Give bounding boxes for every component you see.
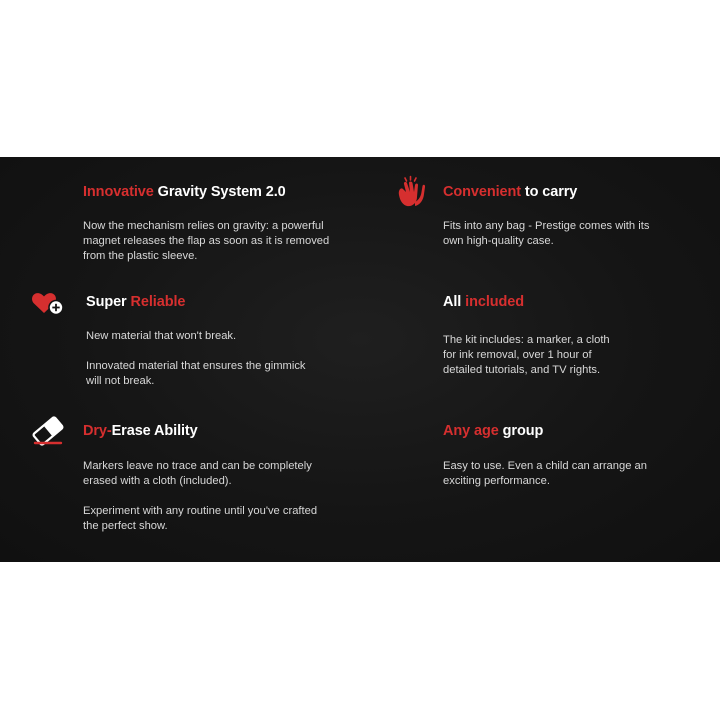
clapping-hands-icon <box>393 175 429 211</box>
feature-desc-reliable <box>86 329 306 389</box>
desc-line: Experiment with any routine until you've crafted <box>83 505 318 517</box>
desc-paragraph <box>86 359 306 389</box>
desc-line: erased with a cloth (included). <box>83 475 232 487</box>
feature-title-dry-erase <box>83 423 198 439</box>
desc-line: The kit includes: a marker, a cloth <box>443 334 610 346</box>
title-accent: included <box>465 294 524 310</box>
desc-line: own high-quality case. <box>443 235 554 247</box>
desc-line: Markers leave no trace and can be completely <box>83 460 312 472</box>
feature-title-reliable <box>86 294 185 310</box>
desc-paragraph <box>83 459 317 489</box>
desc-line: will not break. <box>86 375 155 387</box>
desc-line: Fits into any bag - Prestige comes with its <box>443 220 650 232</box>
desc-line: from the plastic sleeve. <box>83 250 198 262</box>
feature-desc-gravity <box>83 219 329 264</box>
feature-desc-included <box>443 333 610 378</box>
title-accent: Innovative <box>83 184 154 200</box>
title-main: Erase Ability <box>111 423 198 439</box>
desc-line: for ink removal, over 1 hour of <box>443 349 592 361</box>
desc-line: exciting performance. <box>443 475 550 487</box>
title-main: Super <box>86 294 131 310</box>
feature-title-gravity <box>83 184 286 200</box>
desc-line: Innovated material that ensures the gimmick <box>86 360 306 372</box>
title-main: All <box>443 294 466 310</box>
features-panel <box>0 157 720 562</box>
title-accent: Reliable <box>130 294 186 310</box>
feature-title-age <box>443 423 543 439</box>
title-accent: Convenient <box>443 184 521 200</box>
feature-desc-age <box>443 459 647 489</box>
title-accent: Dry- <box>83 423 112 439</box>
feature-title-carry <box>443 184 577 200</box>
desc-line: Easy to use. Even a child can arrange an <box>443 460 647 472</box>
desc-line: detailed tutorials, and TV rights. <box>443 364 601 376</box>
desc-line: magnet releases the flap as soon as it is removed <box>83 235 330 247</box>
desc-line: Now the mechanism relies on gravity: a powerful <box>83 220 324 232</box>
desc-line: the perfect show. <box>83 520 168 532</box>
title-main: to carry <box>520 184 578 200</box>
feature-title-included <box>443 294 524 310</box>
title-main: Gravity System 2.0 <box>153 184 286 200</box>
title-main: group <box>498 423 544 439</box>
eraser-icon <box>31 416 65 446</box>
desc-paragraph: New material that won't break. <box>86 330 237 342</box>
heart-plus-icon <box>31 291 65 317</box>
title-accent: Any age <box>443 423 499 439</box>
feature-desc-carry <box>443 219 649 249</box>
feature-desc-dry-erase <box>83 459 317 534</box>
desc-paragraph <box>83 504 317 534</box>
